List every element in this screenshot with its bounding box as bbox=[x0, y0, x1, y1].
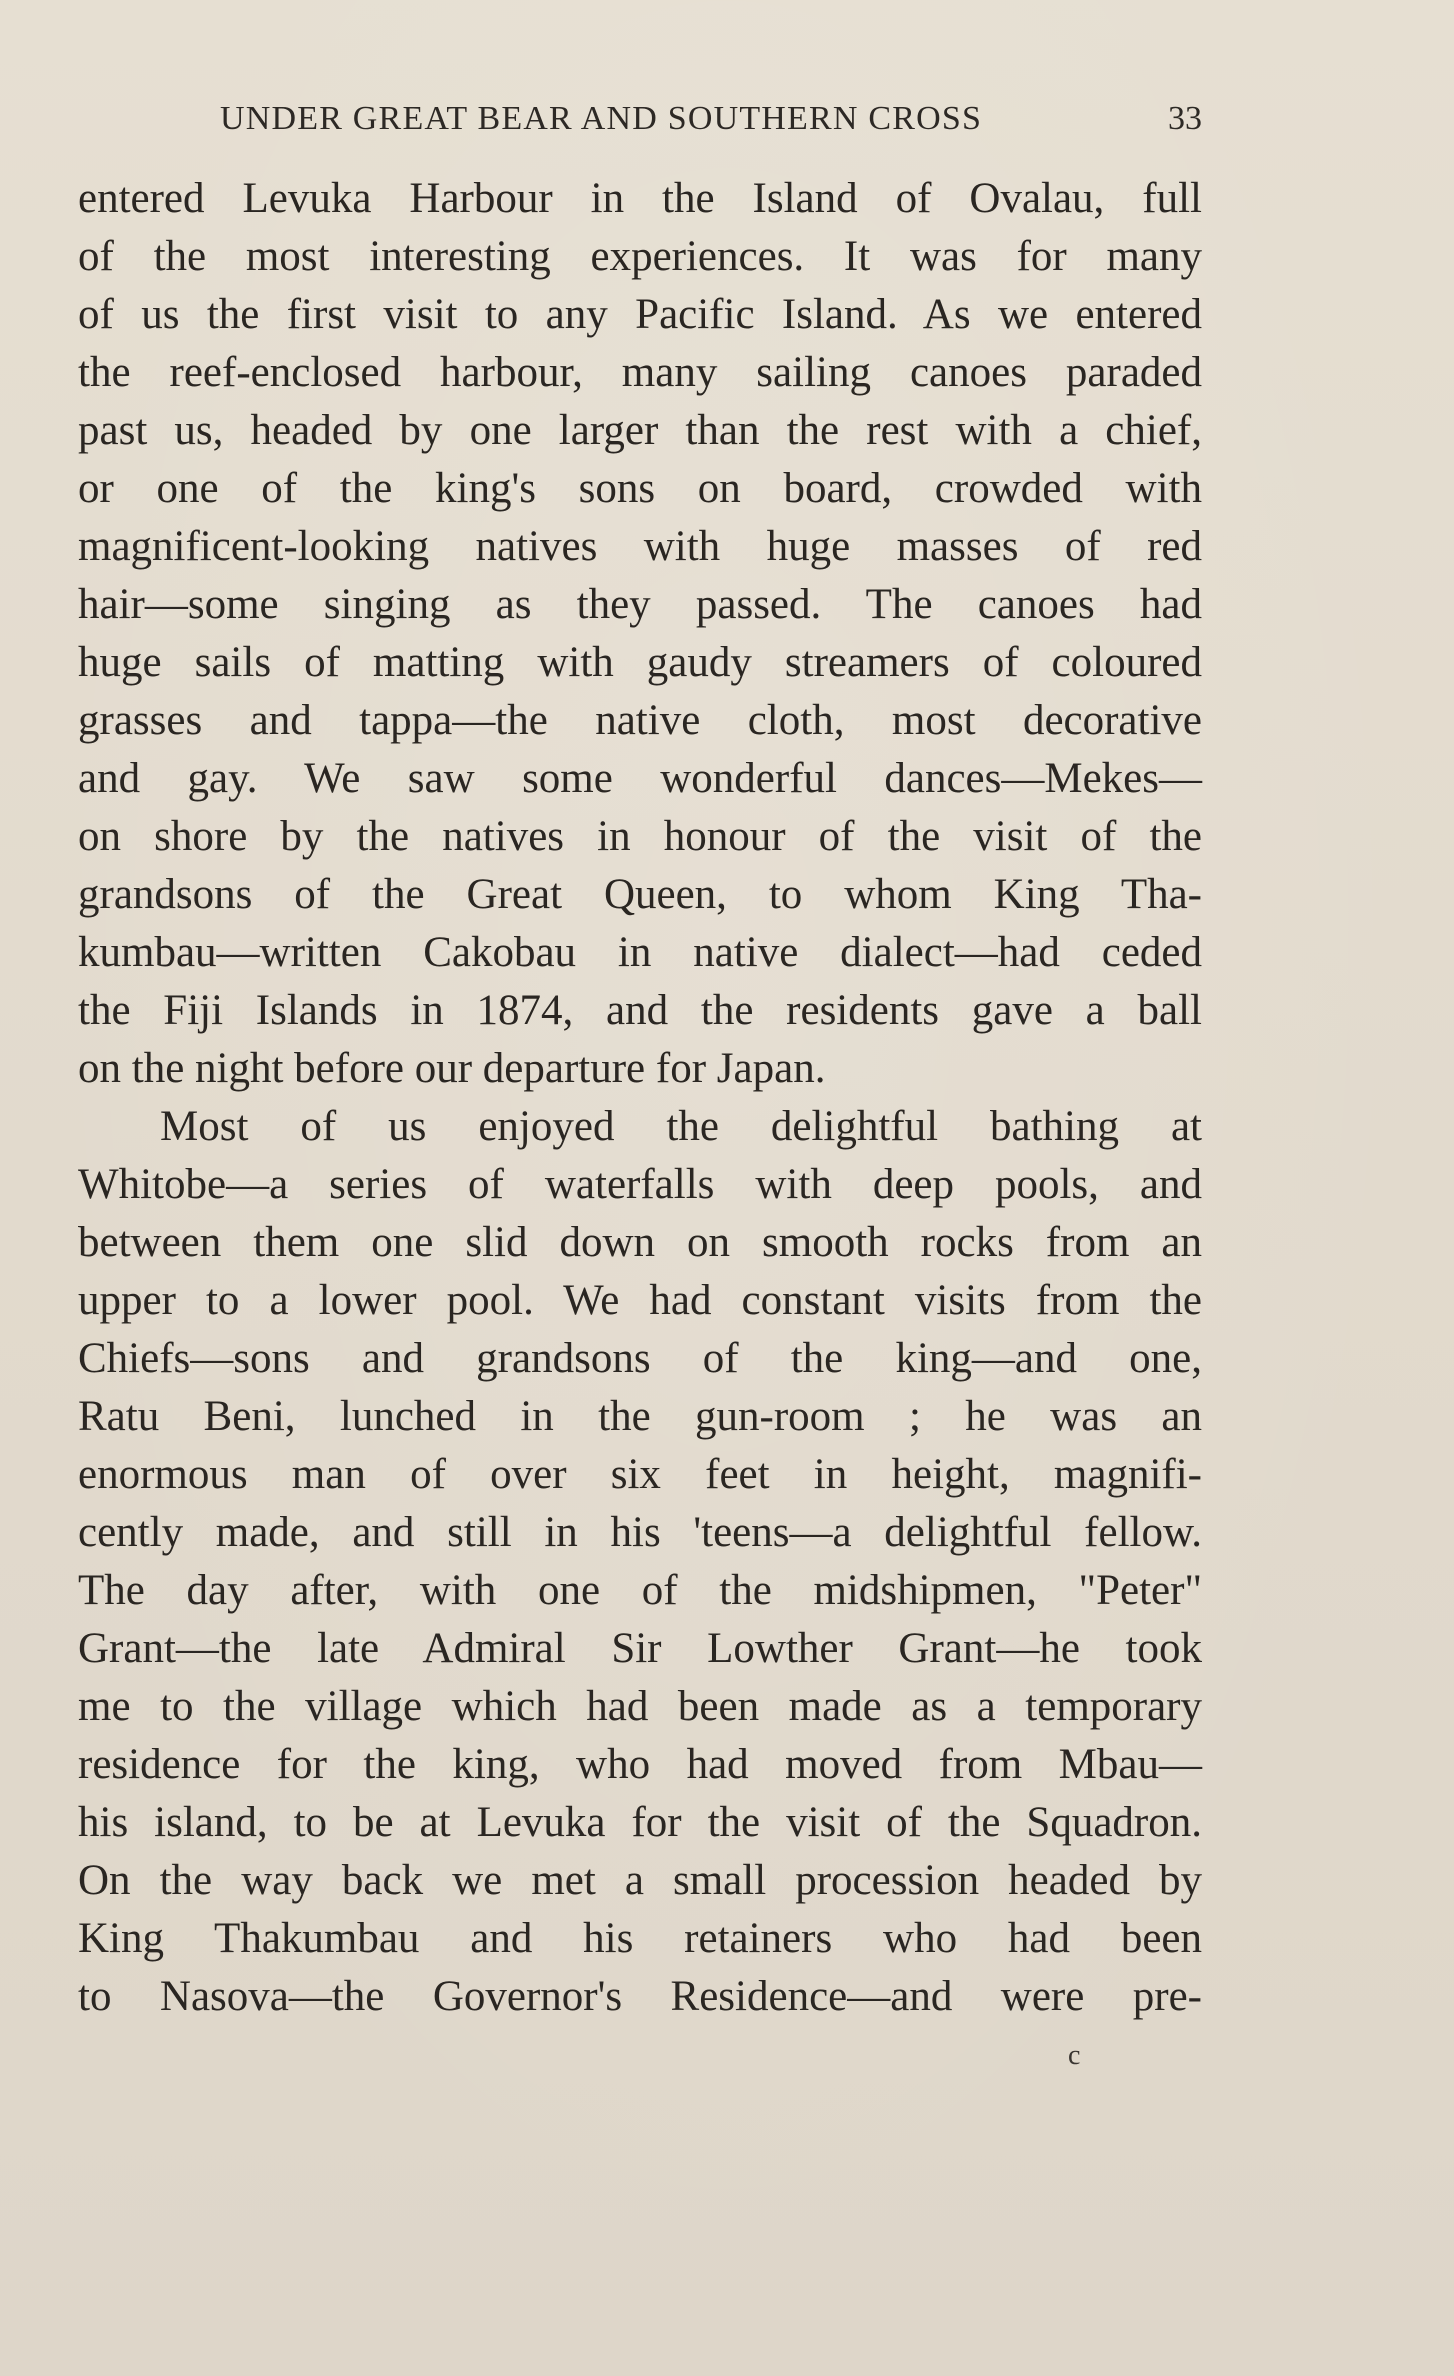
text-line: Ratu Beni, lunched in the gun-room ; he was an bbox=[78, 1393, 1202, 1440]
text-line: Chiefs—sons and grandsons of the king—and one, bbox=[78, 1335, 1202, 1382]
text-line: hair—some singing as they passed. The canoes had bbox=[78, 581, 1202, 628]
text-line: grandsons of the Great Queen, to whom King Tha- bbox=[78, 871, 1202, 918]
text-line: between them one slid down on smooth rocks from an bbox=[78, 1219, 1202, 1266]
text-line: his island, to be at Levuka for the visit of the Squadron. bbox=[78, 1799, 1202, 1846]
running-head bbox=[220, 100, 1202, 148]
text-line: me to the village which had been made as a temporary bbox=[78, 1683, 1202, 1730]
text-line: Grant—the late Admiral Sir Lowther Grant—he took bbox=[78, 1625, 1202, 1672]
text-line: past us, headed by one larger than the rest with a chief, bbox=[78, 407, 1202, 454]
text-line: residence for the king, who had moved from Mbau— bbox=[78, 1741, 1202, 1788]
text-line: entered Levuka Harbour in the Island of Ovalau, full bbox=[78, 175, 1202, 222]
paragraph-1 bbox=[78, 170, 1202, 1098]
body-text bbox=[78, 170, 1202, 2026]
text-line: Most of us enjoyed the delightful bathing at bbox=[160, 1103, 1202, 1150]
text-line: huge sails of matting with gaudy streamers of coloured bbox=[78, 639, 1202, 686]
page-number: 33 bbox=[1168, 100, 1202, 137]
text-line: grasses and tappa—the native cloth, most decorative bbox=[78, 697, 1202, 744]
text-line: and gay. We saw some wonderful dances—Mekes— bbox=[78, 755, 1202, 802]
text-line: the reef-enclosed harbour, many sailing canoes paraded bbox=[78, 349, 1202, 396]
text-line: on the night before our departure for Japan. bbox=[78, 1045, 826, 1092]
text-line: King Thakumbau and his retainers who had been bbox=[78, 1915, 1202, 1962]
text-line: The day after, with one of the midshipmen, "Peter" bbox=[78, 1567, 1202, 1614]
paragraph-2 bbox=[78, 1098, 1202, 2026]
text-line: kumbau—written Cakobau in native dialect—had ceded bbox=[78, 929, 1202, 976]
text-line: of us the first visit to any Pacific Island. As we entered bbox=[78, 291, 1202, 338]
text-line: Whitobe—a series of waterfalls with deep pools, and bbox=[78, 1161, 1202, 1208]
text-line: on shore by the natives in honour of the visit of the bbox=[78, 813, 1202, 860]
text-line: cently made, and still in his 'teens—a delightful fellow. bbox=[78, 1509, 1202, 1556]
text-line: of the most interesting experiences. It was for many bbox=[78, 233, 1202, 280]
text-line: the Fiji Islands in 1874, and the residents gave a ball bbox=[78, 987, 1202, 1034]
text-line: enormous man of over six feet in height, magnifi- bbox=[78, 1451, 1202, 1498]
text-line: or one of the king's sons on board, crowded with bbox=[78, 465, 1202, 512]
signature-mark: c bbox=[1068, 2040, 1081, 2071]
text-line: magnificent-looking natives with huge masses of red bbox=[78, 523, 1202, 570]
text-line: On the way back we met a small procession headed by bbox=[78, 1857, 1202, 1904]
text-line: to Nasova—the Governor's Residence—and were pre- bbox=[78, 1973, 1202, 2020]
running-head-title: UNDER GREAT BEAR AND SOUTHERN CROSS bbox=[220, 100, 983, 137]
text-line: upper to a lower pool. We had constant visits from the bbox=[78, 1277, 1202, 1324]
